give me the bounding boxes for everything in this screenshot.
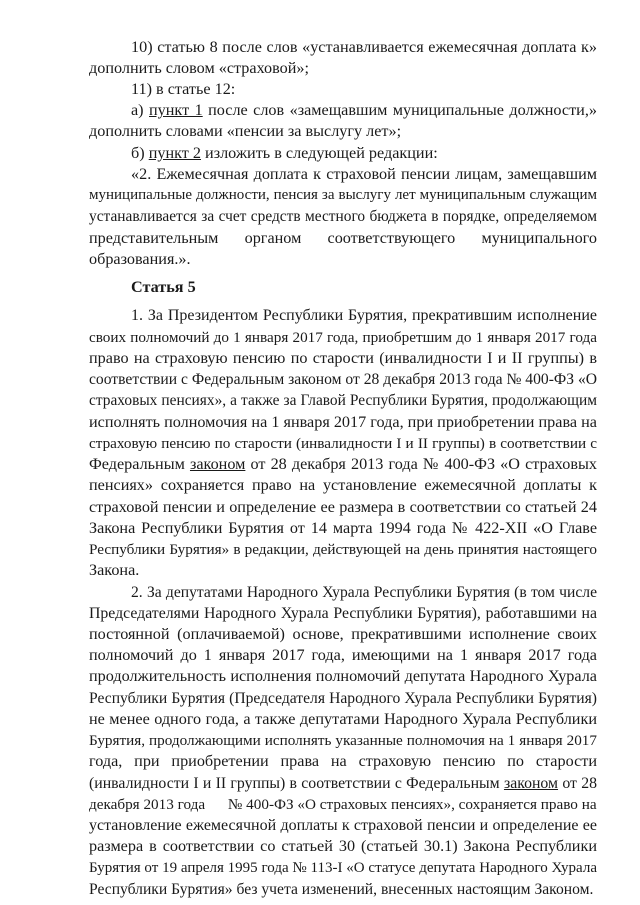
text-line: пенсиях» сохраняется право на установление ежемесячной доплаты к bbox=[89, 476, 597, 494]
text-line: года, при приобретении права на страховую пенсию по старости bbox=[89, 752, 597, 770]
text-line: муниципальные должности, пенсия за выслугу лет муниципальным служащим bbox=[89, 187, 597, 203]
text-line: Бурятия, продолжающими исполнять указанные полномочия на 1 января 2017 bbox=[89, 732, 597, 749]
text-line: устанавливается за счет средств местного бюджета в порядке, определяемом bbox=[89, 208, 597, 225]
text-line: 1. За Президентом Республики Бурятия, прекратившим исполнение bbox=[131, 307, 597, 324]
text-line: Республики Бурятия (Председателя Народного Хурала Республики Бурятия) bbox=[89, 690, 597, 707]
punkt-2-link[interactable]: пункт 2 bbox=[148, 144, 201, 162]
text-line: установление ежемесячной доплаты к страховой пенсии и определение ее bbox=[89, 817, 597, 834]
text-line: Закона Республики Бурятия от 14 марта 1994 года № 422-XII «О Главе bbox=[89, 519, 597, 537]
text-line: Бурятия от 19 апреля 1995 года № 113-I «О статусе депутата Народного Хурала bbox=[89, 860, 597, 876]
federal-law-link[interactable]: законом bbox=[189, 455, 246, 473]
text-line: дополнить словами «пенсии за выслугу лет»; bbox=[89, 122, 402, 140]
text-line: страховых пенсиях», а также за Главой Республики Бурятия, продолжающим bbox=[89, 392, 597, 409]
text-line: дополнить словом «страховой»; bbox=[89, 59, 310, 77]
text-fragment: изложить в следующей редакции: bbox=[200, 144, 438, 162]
text-line: Республики Бурятия» без учета изменений, внесенных настоящим Законом. bbox=[89, 881, 594, 898]
punkt-1-link[interactable]: пункт 1 bbox=[149, 101, 203, 119]
text-fragment: а) bbox=[131, 101, 150, 119]
text-line: Председателями Народного Хурала Республики Бурятия), работавшими на bbox=[89, 605, 597, 622]
text-line: полномочий до 1 января 2017 года, имеющими на 1 января 2017 года bbox=[89, 646, 597, 664]
text-fragment: от 28 bbox=[558, 775, 597, 792]
text-fragment: от 28 декабря 2013 года № 400-ФЗ «О страховых bbox=[245, 455, 597, 473]
text-line: «2. Ежемесячная доплата к страховой пенсии лицам, замещавшим bbox=[131, 165, 597, 183]
text-line bbox=[89, 773, 597, 794]
text-line: страховой пенсии и определение ее размера в соответствии со статьей 24 bbox=[89, 498, 597, 516]
text-line bbox=[131, 100, 597, 121]
text-line: право на страховую пенсию по старости (инвалидности I и II группы) в bbox=[89, 349, 597, 367]
text-fragment: Федеральным bbox=[89, 455, 190, 473]
text-line: своих полномочий до 1 января 2017 года, приобретшим до 1 января 2017 года bbox=[89, 329, 597, 346]
text-line: декабря 2013 года № 400-ФЗ «О страховых пенсиях», сохраняется право на bbox=[89, 796, 597, 813]
text-line: Республики Бурятия» в редакции, действующей на день принятия настоящего bbox=[89, 541, 597, 558]
text-fragment: б) bbox=[131, 144, 149, 162]
text-line: представительным органом соответствующего муниципального bbox=[89, 229, 597, 247]
text-line bbox=[89, 454, 597, 475]
text-line: продолжительность исполнения полномочий депутата Народного Хурала bbox=[89, 667, 597, 685]
article-heading: Статья 5 bbox=[131, 278, 196, 296]
text-line: размера в соответствии со статьей 30 (статьей 30.1) Закона Республики bbox=[89, 837, 597, 855]
text-line: 2. За депутатами Народного Хурала Республики Бурятия (в том числе bbox=[131, 584, 597, 601]
text-line: 11) в статье 12: bbox=[131, 80, 236, 98]
text-line: 10) статью 8 после слов «устанавливается ежемесячная доплата к» bbox=[131, 38, 597, 56]
text-fragment: после слов «замещавшим муниципальные должности,» bbox=[202, 101, 597, 119]
text-line: постоянной (оплачиваемой) основе, прекратившими исполнение своих bbox=[89, 625, 597, 643]
text-line: образования.». bbox=[89, 250, 191, 268]
text-line: Закона. bbox=[89, 561, 140, 579]
text-line: исполнять полномочия на 1 января 2017 года, при приобретении права на bbox=[89, 413, 597, 431]
federal-law-link[interactable]: законом bbox=[503, 775, 559, 792]
text-fragment: (инвалидности I и II группы) в соответствии с Федеральным bbox=[89, 775, 504, 792]
text-line: соответствии с Федеральным законом от 28 декабря 2013 года № 400-ФЗ «О bbox=[89, 371, 597, 388]
text-line bbox=[131, 143, 597, 164]
text-line: не менее одного года, а также депутатами Народного Хурала Республики bbox=[89, 710, 597, 728]
text-line: страховую пенсию по старости (инвалидности I и II группы) в соответствии с bbox=[89, 435, 597, 452]
